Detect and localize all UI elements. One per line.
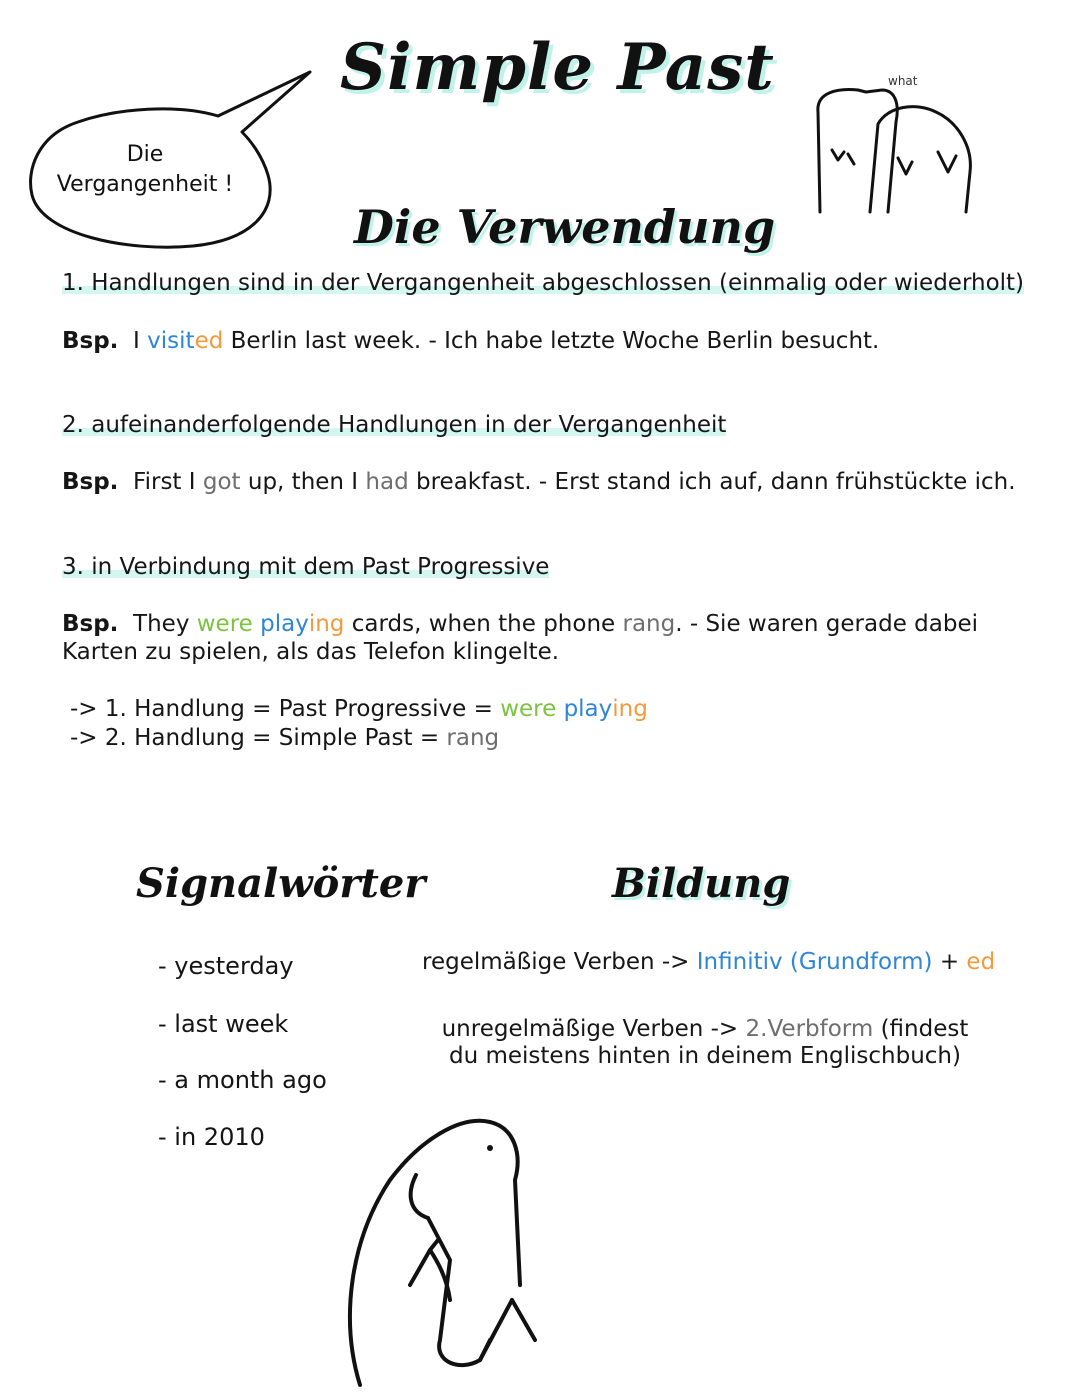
example-2-v2: had bbox=[365, 469, 409, 495]
example-3-were: were bbox=[196, 611, 253, 637]
example-2-v1: got bbox=[202, 469, 241, 495]
example-1-ending: ed bbox=[194, 328, 224, 354]
example-1-a: I bbox=[133, 328, 148, 354]
example-3-ing: ing bbox=[308, 611, 345, 637]
example-2-c: breakfast. - Erst stand ich auf, dann frühstückte ich. bbox=[408, 469, 1016, 495]
example-2-bsp: Bsp. bbox=[62, 469, 119, 495]
example-2-a: First I bbox=[133, 469, 203, 495]
bildung-regular-inf: Infinitiv (Grundform) bbox=[696, 949, 933, 975]
example-3-rang: rang bbox=[622, 611, 676, 637]
rule-1 bbox=[62, 268, 1024, 298]
rule-3 bbox=[62, 552, 549, 582]
rule-2 bbox=[62, 410, 726, 440]
bubble-line-2: Vergangenheit ! bbox=[56, 172, 234, 197]
note-2 bbox=[70, 724, 648, 753]
page-title: Simple Past bbox=[340, 30, 775, 105]
heading-verwendung: Die Verwendung bbox=[354, 200, 776, 254]
example-1-b: Berlin last week. - Ich habe letzte Woche Berlin besucht. bbox=[223, 328, 880, 354]
example-1-verb: visit bbox=[147, 328, 195, 354]
bildung-irregular-line-2: du meistens hinten in deinem Englischbuch) bbox=[449, 1043, 961, 1069]
example-3-a: They bbox=[133, 611, 197, 637]
example-2-b: up, then I bbox=[240, 469, 366, 495]
note-1 bbox=[70, 695, 648, 724]
signalwort-item: - last week bbox=[158, 1010, 289, 1038]
note-2-a: -> 2. Handlung = Simple Past = bbox=[70, 725, 447, 751]
example-3-play: play bbox=[260, 611, 309, 637]
note-1-ing: ing bbox=[612, 696, 648, 722]
signalwort-item: - a month ago bbox=[158, 1066, 327, 1094]
bildung-irregular-a: unregelmäßige Verben -> bbox=[441, 1016, 746, 1042]
example-3-b: cards, when the phone bbox=[344, 611, 623, 637]
bildung-regular-plus: + bbox=[932, 949, 967, 975]
doodle-figure-left bbox=[818, 90, 866, 212]
note-1-a: -> 1. Handlung = Past Progressive = bbox=[70, 696, 501, 722]
thinking-doodle-icon bbox=[330, 1100, 570, 1390]
example-3-line-1 bbox=[62, 610, 978, 638]
rule-3-text: 3. in Verbindung mit dem Past Progressive bbox=[62, 554, 550, 580]
example-3-bsp: Bsp. bbox=[62, 611, 119, 637]
signalwort-item: - yesterday bbox=[158, 952, 294, 980]
signalwort-item: - in 2010 bbox=[158, 1123, 265, 1151]
bubble-line-1: Die bbox=[126, 142, 164, 167]
bildung-regular-a: regelmäßige Verben -> bbox=[422, 949, 697, 975]
doodle-body bbox=[350, 1121, 520, 1385]
example-2 bbox=[62, 467, 1016, 497]
note-1-play: play bbox=[563, 696, 613, 722]
notes bbox=[70, 695, 648, 753]
bildung-irregular-form: 2.Verbform bbox=[745, 1016, 874, 1042]
rule-1-text: 1. Handlungen sind in der Vergangenheit abgeschlossen (einmalig oder wiederholt) bbox=[62, 270, 1025, 296]
bubble-text bbox=[40, 140, 250, 200]
heading-signalwoerter: Signalwörter bbox=[136, 860, 426, 907]
example-3 bbox=[62, 610, 978, 666]
rule-2-text: 2. aufeinanderfolgende Handlungen in der Vergangenheit bbox=[62, 412, 727, 438]
note-1-space bbox=[556, 696, 563, 722]
bildung-regular-ed: ed bbox=[966, 949, 996, 975]
example-1 bbox=[62, 326, 879, 356]
note-2-rang: rang bbox=[446, 725, 500, 751]
heading-bildung: Bildung bbox=[612, 860, 791, 907]
note-1-were: were bbox=[500, 696, 557, 722]
example-3-line-2: Karten zu spielen, als das Telefon klingelte. bbox=[62, 639, 560, 665]
meme-label: what bbox=[888, 74, 918, 88]
doodle-eye bbox=[487, 1145, 493, 1151]
bildung-regular bbox=[422, 947, 995, 977]
example-3-c: . - Sie waren gerade dabei bbox=[675, 611, 978, 637]
bildung-irregular-b: (findest bbox=[873, 1016, 969, 1042]
example-1-bsp: Bsp. bbox=[62, 328, 119, 354]
bildung-irregular-line-1 bbox=[420, 1016, 990, 1043]
bildung-irregular bbox=[420, 1016, 990, 1070]
